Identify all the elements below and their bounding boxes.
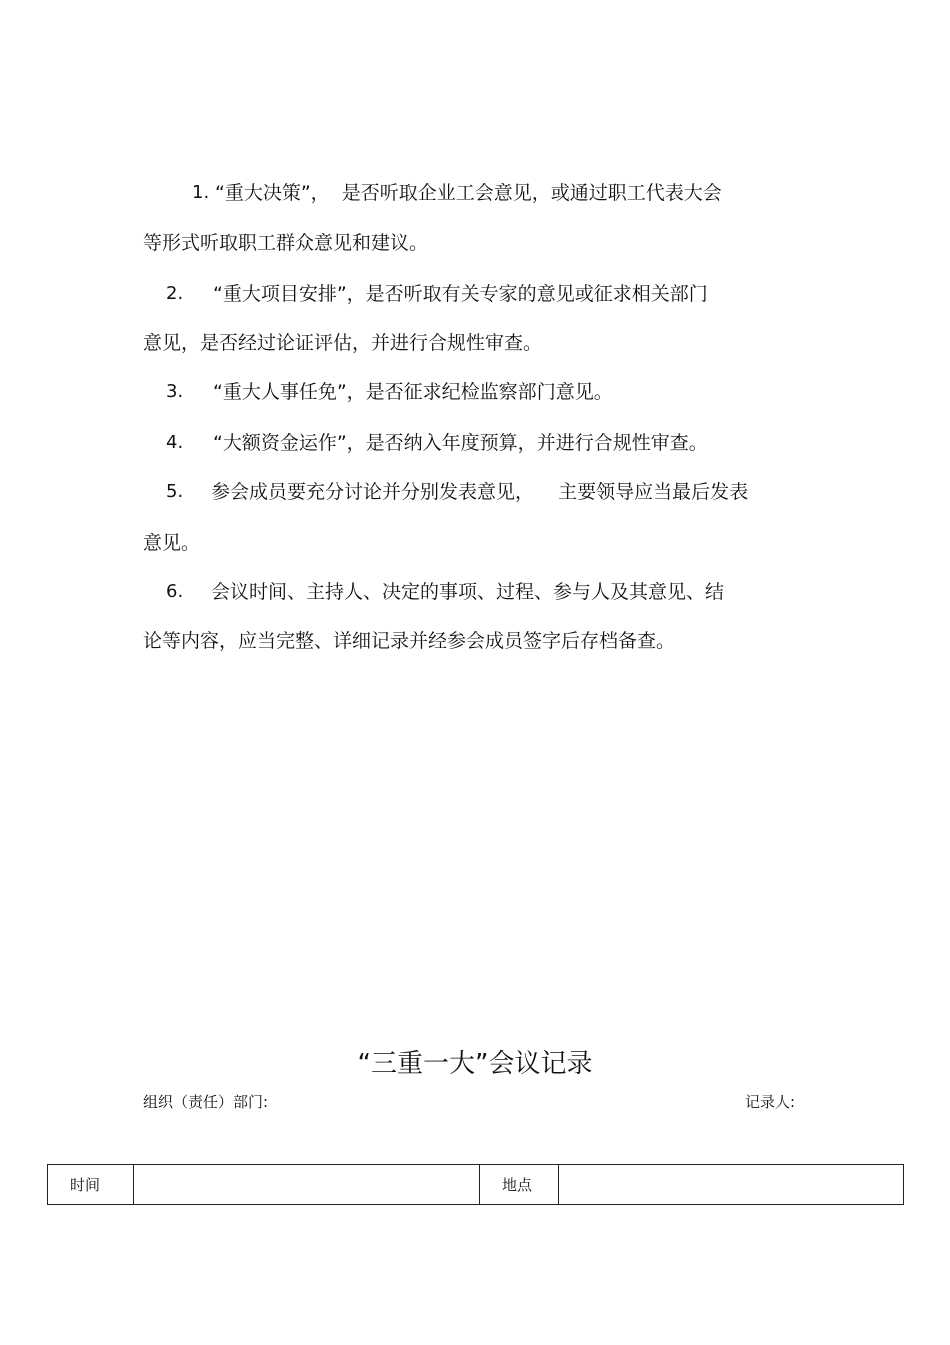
rule-5-line-2: 意见。 bbox=[143, 532, 201, 554]
record-title: “三重一大”会议记录 bbox=[357, 1049, 593, 1079]
rule-2-line-2: 意见，是否经过论证评估，并进行合规性审查。 bbox=[143, 332, 543, 354]
rule-3-number: 3. bbox=[166, 381, 184, 402]
department-label: 组织（责任）部门: bbox=[143, 1093, 269, 1111]
rule-2-line-1: “重大项目安排”，是否听取有关专家的意见或征求相关部门 bbox=[213, 283, 708, 305]
rule-3-line-1: “重大人事任免”，是否征求纪检监察部门意见。 bbox=[213, 381, 613, 403]
place-label: 地点 bbox=[480, 1165, 559, 1205]
place-value-cell[interactable] bbox=[559, 1165, 904, 1205]
rule-6-line-2: 论等内容，应当完整、详细记录并经参会成员签字后存档备查。 bbox=[143, 630, 676, 652]
rule-6-number: 6. bbox=[166, 581, 184, 602]
recorder-label: 记录人: bbox=[745, 1093, 796, 1111]
time-value-cell[interactable] bbox=[134, 1165, 480, 1205]
record-table bbox=[47, 1164, 904, 1205]
rule-1-line-1: “重大决策”， 是否听取企业工会意见，或通过职工代表大会 bbox=[215, 182, 722, 204]
rule-1-line-2: 等形式听取职工群众意见和建议。 bbox=[143, 232, 429, 254]
rule-1-number: 1. bbox=[192, 182, 210, 203]
time-label: 时间 bbox=[48, 1165, 134, 1205]
rule-5-line-1: 参会成员要充分讨论并分别发表意见， 主要领导应当最后发表 bbox=[211, 481, 749, 503]
table-row bbox=[48, 1165, 904, 1205]
rule-4-number: 4. bbox=[166, 432, 184, 453]
rule-5-number: 5. bbox=[166, 481, 184, 502]
rule-2-number: 2. bbox=[166, 283, 184, 304]
rule-6-line-1: 会议时间、主持人、决定的事项、过程、参与人及其意见、结 bbox=[211, 581, 725, 603]
rule-4-line-1: “大额资金运作”，是否纳入年度预算，并进行合规性审查。 bbox=[213, 432, 708, 454]
